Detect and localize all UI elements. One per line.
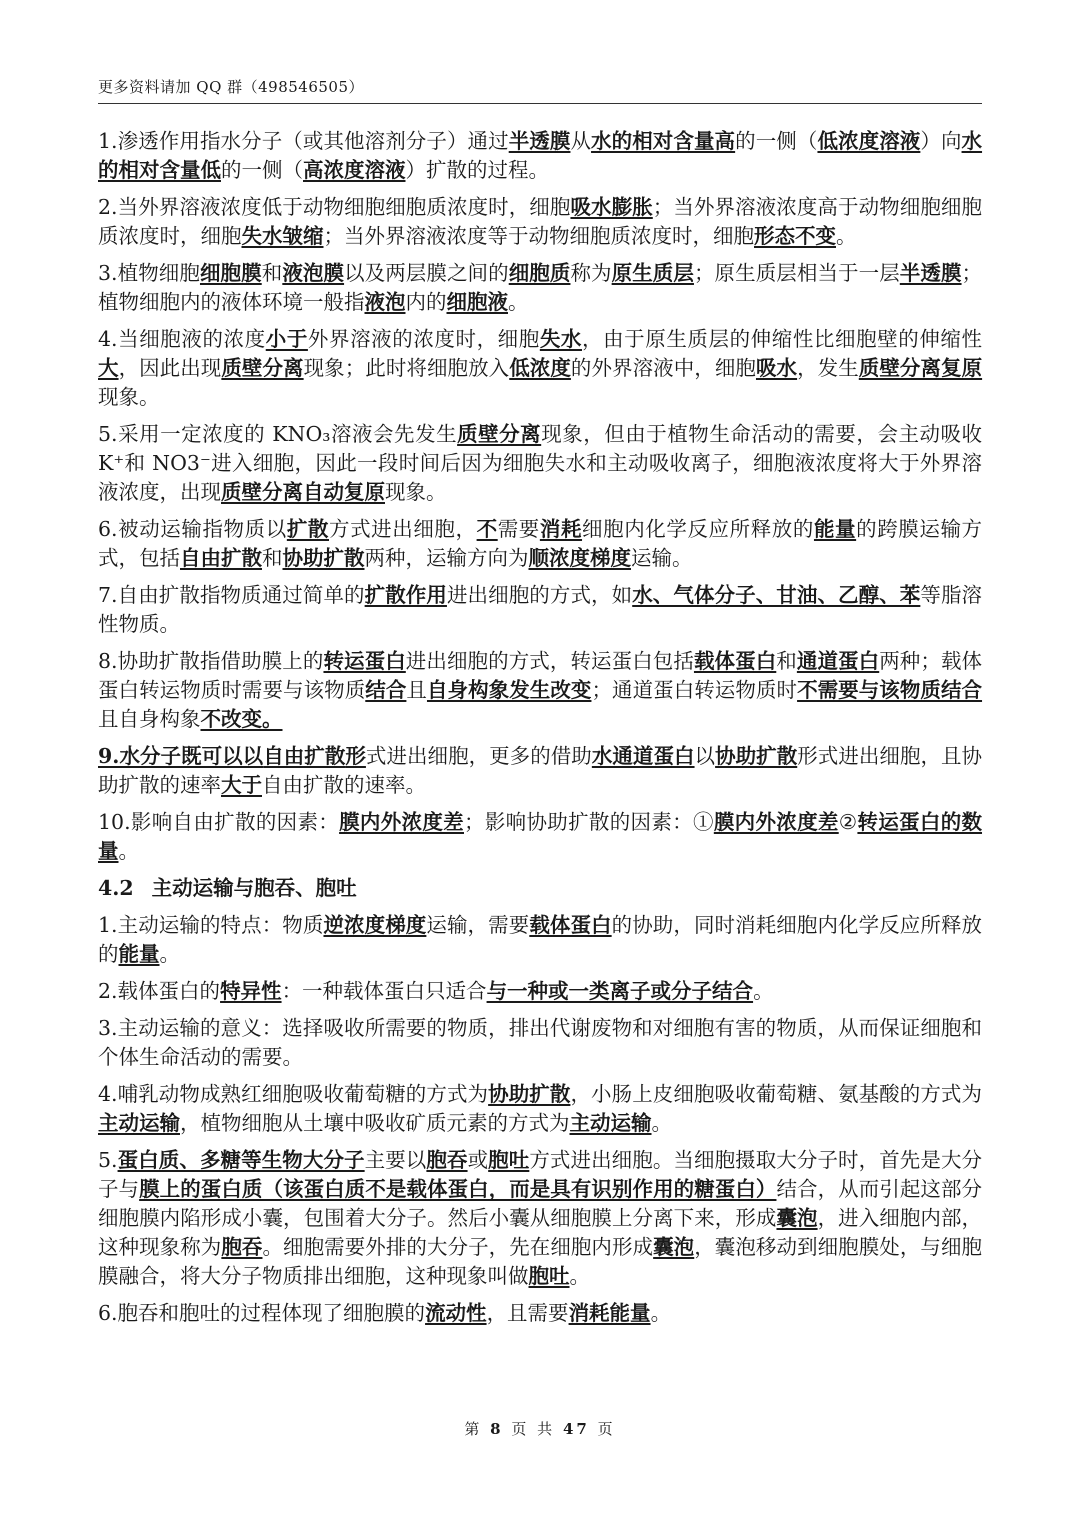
keyword: 能量: [118, 942, 160, 966]
footer-pre: 第: [464, 1420, 483, 1438]
text-segment: 和: [262, 546, 283, 570]
keyword: 低浓度: [509, 356, 571, 380]
keyword: 小于: [265, 327, 308, 351]
keyword: 通道蛋白: [796, 649, 880, 673]
text-segment: 运输，需要: [426, 913, 530, 937]
keyword: 吸水: [755, 356, 798, 380]
text-segment: 2.当外界溶液浓度低于动物细胞细胞质浓度时，细胞: [98, 195, 571, 219]
keyword: 协助扩散: [488, 1082, 571, 1106]
text-segment: ，进入细胞内部，这种现象称为: [98, 1206, 983, 1259]
text-segment: 内的: [405, 290, 447, 314]
keyword: 自由扩散: [180, 546, 262, 570]
keyword: 与一种或一类离子或分子结合: [486, 979, 754, 1003]
paragraph: [98, 581, 982, 639]
keyword: 胞吞: [426, 1148, 468, 1172]
keyword: 水、气体分子、甘油、乙醇、苯: [632, 583, 921, 607]
keyword: 协助扩散: [715, 744, 798, 768]
paragraph: [98, 1146, 982, 1291]
keyword: 特异性: [220, 979, 282, 1003]
text-segment: 6.被动运输指物质以: [98, 517, 287, 541]
text-segment: 结合，从而引起这部分细胞膜内陷形成小囊，包围着大分子。然后小囊从细胞膜上分离下来，形成: [98, 1177, 983, 1230]
keyword: 胞吞: [221, 1235, 263, 1259]
keyword: 大: [98, 356, 119, 380]
keyword: 膜内外浓度差: [339, 810, 464, 834]
paragraph-group-osmosis: [98, 127, 982, 866]
text-segment: 现象。: [385, 480, 447, 504]
keyword: 质壁分离: [457, 422, 542, 446]
keyword: 逆浓度梯度: [323, 913, 427, 937]
text-segment: 以: [694, 744, 716, 768]
keyword: 不改变。: [200, 707, 283, 731]
text-segment: 等脂溶性物质。: [98, 583, 983, 636]
keyword: 细胞质: [508, 261, 571, 285]
paragraph: [98, 420, 982, 507]
text-segment: 的一侧（: [221, 158, 303, 182]
paragraph: [98, 259, 982, 317]
text-segment: 4.哺乳动物成熟红细胞吸收葡萄糖的方式为: [98, 1082, 489, 1106]
text-segment: 7.自由扩散指物质通过简单的: [98, 583, 365, 607]
keyword: 形: [345, 744, 366, 768]
text-segment: 10.影响自由扩散的因素：: [98, 810, 340, 834]
text-segment: 方式进出细胞，: [329, 517, 477, 541]
keyword: 能量: [813, 517, 857, 541]
keyword: 水通道蛋白: [591, 744, 695, 768]
text-segment: 的跨膜运输方式，包括: [98, 517, 983, 570]
page-header: [98, 76, 982, 104]
text-segment: 6.胞吞和胞吐的过程体现了细胞膜的: [98, 1301, 426, 1325]
page-footer: [0, 1418, 1080, 1439]
keyword: 协助扩散: [282, 546, 365, 570]
text-segment: ②: [838, 810, 858, 834]
text-segment: 运输。: [631, 546, 693, 570]
keyword: 高浓度溶液: [303, 158, 406, 182]
keyword: 扩散: [286, 517, 329, 541]
keyword: 细胞膜: [199, 261, 262, 285]
keyword: 胞吐: [528, 1264, 570, 1288]
text-segment: ，植物细胞从土壤中吸收矿质元素的方式为: [180, 1111, 570, 1135]
keyword: 液泡膜: [282, 261, 345, 285]
text-segment: 1.渗透作用指水分子（或其他溶剂分子）通过: [98, 129, 509, 153]
text-segment: 形式进出细胞，且协助扩散的速率: [98, 744, 983, 797]
keyword: 低浓度溶液: [817, 129, 921, 153]
keyword: 细胞液: [446, 290, 508, 314]
text-segment: 1.主动运输的特点：物质: [98, 913, 324, 937]
text-segment: 两种；载体蛋白转运物质时需要与该物质: [98, 649, 983, 702]
text-segment: 。: [159, 942, 180, 966]
keyword: 质壁分离自动复原: [221, 480, 385, 504]
text-segment: 主要以: [364, 1148, 427, 1172]
paragraph: [98, 325, 982, 412]
keyword: 不需要与该物质结合: [797, 678, 983, 702]
keyword: 载体蛋白: [529, 913, 612, 937]
text-segment: ；植物细胞内的液体环境一般指: [98, 261, 983, 314]
keyword: 膜上的蛋白质（该蛋白质不是载体蛋白，而是具有识别作用的糖蛋白）: [139, 1177, 777, 1201]
paragraph: [98, 515, 982, 573]
text-segment: 现象；此时将细胞放入: [303, 356, 510, 380]
paragraph: [98, 1080, 982, 1138]
keyword: 囊泡: [776, 1206, 818, 1230]
text-segment: 和: [776, 649, 797, 673]
keyword: 顺浓度梯度: [528, 546, 631, 570]
paragraph: [98, 193, 982, 251]
keyword: 主动运输: [569, 1111, 652, 1135]
paragraph: [98, 977, 982, 1006]
text-segment: ，囊泡移动到细胞膜处，与细胞膜融合，将大分子物质排出细胞，这种现象叫做: [98, 1235, 983, 1288]
text-segment: 。: [651, 1111, 672, 1135]
text-segment: 。: [508, 290, 529, 314]
text-segment: ，因此出现: [118, 356, 222, 380]
text-segment: 。: [650, 1301, 672, 1325]
page-content: [98, 127, 982, 1336]
paragraph-group-active-transport: [98, 911, 982, 1328]
keyword: 自由扩散: [263, 744, 346, 768]
text-segment: 2.载体蛋白的: [98, 979, 221, 1003]
text-segment: ；影响协助扩散的因素：①: [464, 810, 714, 834]
section-number: 4.2: [98, 876, 134, 900]
text-segment: 5.采用一定浓度的 KNO₃溶液会先发生: [98, 422, 458, 446]
text-segment: 从: [570, 129, 592, 153]
keyword: 主动运输: [98, 1111, 180, 1135]
keyword: 扩散作用: [364, 583, 447, 607]
keyword: 质壁分离复原: [858, 356, 983, 380]
paragraph: [98, 647, 982, 734]
keyword: 载体蛋白: [693, 649, 777, 673]
keyword: 结合: [365, 678, 407, 702]
keyword: 原生质层: [611, 261, 694, 285]
text-segment: 两种，运输方向为: [364, 546, 529, 570]
keyword: 液泡: [364, 290, 406, 314]
keyword: 质壁分离: [221, 356, 304, 380]
keyword: 流动性: [425, 1301, 487, 1325]
text-segment: 进出细胞的方式，转运蛋白包括: [405, 649, 694, 673]
text-segment: 。细胞需要外排的大分子，先在细胞内形成: [262, 1235, 654, 1259]
text-segment: 现象，但由于植物生命活动的需要，会主动吸收 K⁺和 NO3⁻进入细胞，因此一段时间后因为细胞失水和主动吸收离子，细胞液浓度将大于外界溶液浓度，出现: [98, 422, 983, 504]
footer-post: 页: [597, 1420, 616, 1438]
text-segment: 的协助，同时消耗细胞内化学反应所释放的: [98, 913, 983, 966]
text-segment: ：一种载体蛋白只适合: [281, 979, 487, 1003]
text-segment: 8.协助扩散指借助膜上的: [98, 649, 324, 673]
keyword: 蛋白质、多糖等生物大分子: [117, 1148, 365, 1172]
keyword: 膜内外浓度差: [713, 810, 839, 834]
text-segment: 且: [406, 678, 427, 702]
text-segment: 的外界溶液中，细胞: [570, 356, 756, 380]
section-title: 主动运输与胞吞、胞吐: [151, 876, 357, 900]
text-segment: 且自身构象: [98, 707, 201, 731]
text-segment: 。: [753, 979, 774, 1003]
text-segment: 。: [118, 839, 139, 863]
text-segment: 。: [836, 224, 857, 248]
page-number: 8: [490, 1420, 504, 1438]
text-segment: ，小肠上皮细胞吸收葡萄糖、氨基酸的方式为: [570, 1082, 983, 1106]
keyword: 胞吐: [488, 1148, 530, 1172]
keyword: 转运蛋白: [323, 649, 406, 673]
keyword: 水的相对含量低: [98, 129, 983, 182]
keyword: 水的相对含量高: [591, 129, 736, 153]
text-segment: ；当外界溶液浓度高于动物细胞细胞质浓度时，细胞: [98, 195, 983, 248]
paragraph: [98, 742, 982, 800]
text-segment: 。: [569, 1264, 590, 1288]
text-segment: ，发生: [797, 356, 859, 380]
keyword: 失水皱缩: [241, 224, 324, 248]
keyword: 转运蛋白的数量: [98, 810, 983, 863]
text-segment: 或: [467, 1148, 489, 1172]
text-segment: 5.: [98, 1148, 118, 1172]
keyword: 囊泡: [653, 1235, 695, 1259]
footer-mid: 页 共: [511, 1420, 556, 1438]
text-segment: 需要: [497, 517, 540, 541]
section-heading: [98, 874, 982, 903]
text-segment: 现象。: [98, 385, 160, 409]
paragraph: [98, 911, 982, 969]
text-segment: 进出细胞的方式，如: [446, 583, 633, 607]
text-segment: 3.植物细胞: [98, 261, 200, 285]
keyword: 吸水膨胀: [570, 195, 653, 219]
text-segment: ）扩散的过程。: [405, 158, 549, 182]
text-segment: ；原生质层相当于一层: [693, 261, 900, 285]
text-segment: 和: [261, 261, 283, 285]
text-segment: ；当外界溶液浓度等于动物细胞质浓度时，细胞: [323, 224, 754, 248]
keyword: 不: [476, 517, 498, 541]
text-segment: 的一侧（: [735, 129, 818, 153]
paragraph: [98, 1014, 982, 1072]
keyword: 消耗能量: [568, 1301, 651, 1325]
text-segment: ，由于原生质层的伸缩性比细胞壁的伸缩性: [582, 327, 983, 351]
keyword: 9.水分子既可以以: [98, 744, 264, 768]
keyword: 大于: [221, 773, 262, 797]
text-segment: ，且需要: [486, 1301, 569, 1325]
keyword: 自身构象发生改变: [426, 678, 592, 702]
text-segment: ）向: [920, 129, 962, 153]
text-segment: 以及两层膜之间的: [344, 261, 509, 285]
keyword: 形态不变: [754, 224, 836, 248]
keyword: 失水: [539, 327, 582, 351]
text-segment: 4.当细胞液的浓度: [98, 327, 266, 351]
page-total: 47: [562, 1420, 590, 1438]
header-text: 更多资料请加 QQ 群（498546505）: [98, 78, 365, 96]
text-segment: 称为: [570, 261, 612, 285]
keyword: 半透膜: [508, 129, 571, 153]
text-segment: 3.主动运输的意义：选择吸收所需要的物质，排出代谢废物和对细胞有害的物质，从而保证细胞和个体生命活动的需要。: [98, 1016, 982, 1069]
paragraph: [98, 808, 982, 866]
text-segment: 式进出细胞，更多的借助: [365, 744, 592, 768]
paragraph: [98, 1299, 982, 1328]
text-segment: 自由扩散的速率。: [262, 773, 426, 797]
paragraph: [98, 127, 982, 185]
keyword: 消耗: [539, 517, 583, 541]
text-segment: 细胞内化学反应所释放的: [582, 517, 814, 541]
text-segment: 外界溶液的浓度时，细胞: [307, 327, 540, 351]
keyword: 半透膜: [899, 261, 962, 285]
text-segment: ；通道蛋白转运物质时: [591, 678, 798, 702]
text-segment: 方式进出细胞。当细胞摄取大分子时，首先是大分子与: [98, 1148, 983, 1201]
